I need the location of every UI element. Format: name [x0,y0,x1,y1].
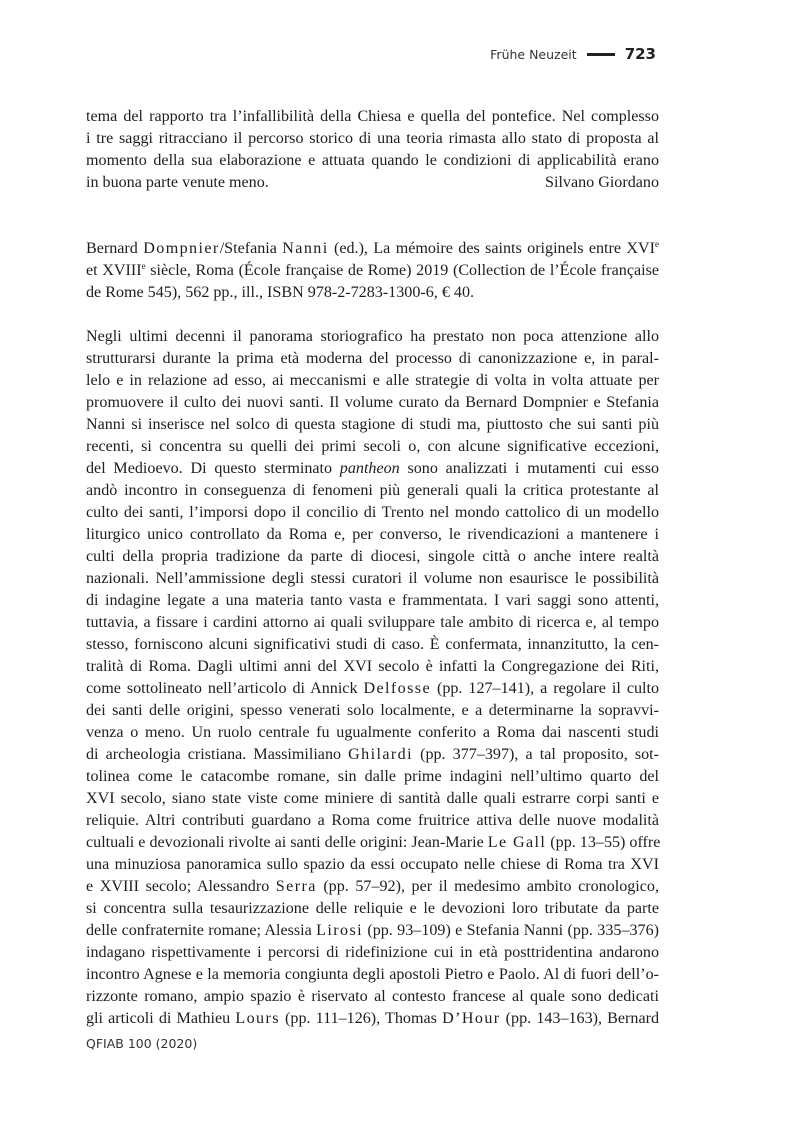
body-line: recenti, si concentra su quelli dei primi secoli o, con alcune significative eccezioni, [86,438,659,455]
body-line: strutturarsi durante la prima età moderna del processo di canonizzazione e, in paral- [86,350,659,367]
running-head [490,43,656,65]
body-line: Negli ultimi decenni il panorama storiografico ha prestato non poca attenzione allo [86,328,659,345]
author-surname: D’Hour [442,1010,501,1027]
body-line: di indagine legate a una materia tanto vasta e frammentata. I vari saggi sono attenti, [86,592,659,609]
body-line: rizzonte romano, ampio spazio è riservato al contesto francese al quale sono dedicati [86,988,659,1005]
body-line: Nanni si inserisce nel solco di questa stagione di studi ma, piuttosto che sui santi più [86,416,659,433]
body-line: indagano rispettivamente i percorsi di ridefinizione cui in età posttridentina andarono [86,944,659,961]
citation-line: de Rome 545), 562 pp., ill., ISBN 978-2-7283-1300-6, € 40. [86,284,475,301]
author-surname: Ghilardi [348,746,413,763]
book-citation [86,238,659,304]
body-line: liturgico unico controllato da Roma e, per converso, le rivendicazioni a mantenere i [86,526,659,543]
body-line: nazionali. Nell’ammissione degli stessi curatori il volume non esaurisce le possibilità [86,570,659,587]
citation-line: Bernard Dompnier/Stefania Nanni (ed.), La mémoire des saints originels entre XVIe [86,239,659,257]
page-number: 723 [624,45,656,63]
body-line: andò incontro in conseguenza di fenomeni più generali quali la critica protestante al [86,482,659,499]
author-surname: Dompnier [143,240,220,257]
body-line: incontro Agnese e la memoria congiunta degli apostoli Pietro e Paolo. Al di fuori dell’o- [86,966,659,983]
reviewer-name: Silvano Giordano [545,174,659,191]
journal-footer: QFIAB 100 (2020) [86,1036,198,1051]
author-surname: Lirosi [316,922,363,939]
body-line: delle confraternite romane; Alessia Lirosi (pp. 93–109) e Stefania Nanni (pp. 335–376) [86,922,659,939]
body-line: lelo e in relazione ad esso, ai meccanismi e alle strategie di volta in volta attuate per [86,372,659,389]
body-line: venza o meno. Un ruolo centrale fu ugualmente conferito a Roma dai nascenti studi [86,724,659,741]
closing-line [86,172,659,194]
body-line: reliquie. Altri contributi guardano a Roma come fruitrice attiva delle nuove modalità [86,812,659,829]
body-line: culti della propria tradizione da parte di diocesi, singole città o anche intere realtà [86,548,659,565]
italic-term: pantheon [339,460,400,477]
body-line: come sottolineato nell’articolo di Annick Delfosse (pp. 127–141), a regolare il culto [86,680,659,697]
text-line: tema del rapporto tra l’infallibilità della Chiesa e quella del pontefice. Nel complesso [86,108,659,125]
text-line: in buona parte venute meno. [86,174,269,191]
text-line: i tre saggi ritracciano il percorso storico di una teoria rimasta allo stato di proposta al [86,130,659,147]
running-head-section: Frühe Neuzeit [490,46,577,62]
running-head-rule [587,53,615,56]
previous-review-ending [86,106,659,194]
body-line: e XVIII secolo; Alessandro Serra (pp. 57–92), per il medesimo ambito cronologico, [86,878,659,895]
body-line: promuovere il culto dei nuovi santi. Il volume curato da Bernard Dompnier e Stefania [86,394,659,411]
author-surname: Lours [235,1010,280,1027]
body-line: tuttavia, a fissare i cardini attorno ai quali sviluppare tale ambito di ricerca e, al tempo [86,614,659,631]
body-line: tolinea come le catacombe romane, sin dalle prime indagini nell’ultimo quarto del [86,768,659,785]
body-line: del Medioevo. Di questo sterminato pantheon sono analizzati i mutamenti cui esso [86,460,659,477]
review-body [86,326,659,1030]
body-line: stesso, forniscono alcuni significativi studi di caso. È confermata, innanzitutto, la cen- [86,636,659,653]
body-line: culto dei santi, l’imporsi dopo il concilio di Trento nel mondo cattolico di un modello [86,504,659,521]
author-surname: Delfosse [363,680,431,697]
body-line: dei santi delle origini, spesso venerati solo localmente, e a determinarne la sopravvi- [86,702,659,719]
body-line: si concentra sulla tesaurizzazione delle reliquie e le devozioni loro tributate da parte [86,900,659,917]
body-line: XVI secolo, siano state viste come miniere di santità dalle quali estrarre corpi santi e [86,790,659,807]
author-surname: Le Gall [487,834,547,851]
author-surname: Serra [275,878,317,895]
body-line: cultuali e devozionali rivolte ai santi delle origini: Jean-Marie Le Gall (pp. 13–55) offre [86,834,661,851]
body-line: gli articoli di Mathieu Lours (pp. 111–126), Thomas D’Hour (pp. 143–163), Bernard [86,1010,660,1027]
body-line: di archeologia cristiana. Massimiliano Ghilardi (pp. 377–397), a tal proposito, sot- [86,746,659,763]
author-surname: Nanni [282,240,329,257]
body-line: tralità di Roma. Dagli ultimi anni del XVI secolo è infatti la Congregazione dei Riti, [86,658,659,675]
text-line: momento della sua elaborazione e attuata quando le condizioni di applicabilità erano [86,152,659,169]
body-line: una minuziosa panoramica sullo spazio da essi occupato nelle chiese di Roma tra XVI [86,856,659,873]
citation-line: et XVIIIe siècle, Roma (École française de Rome) 2019 (Collection de l’École française [86,261,659,279]
